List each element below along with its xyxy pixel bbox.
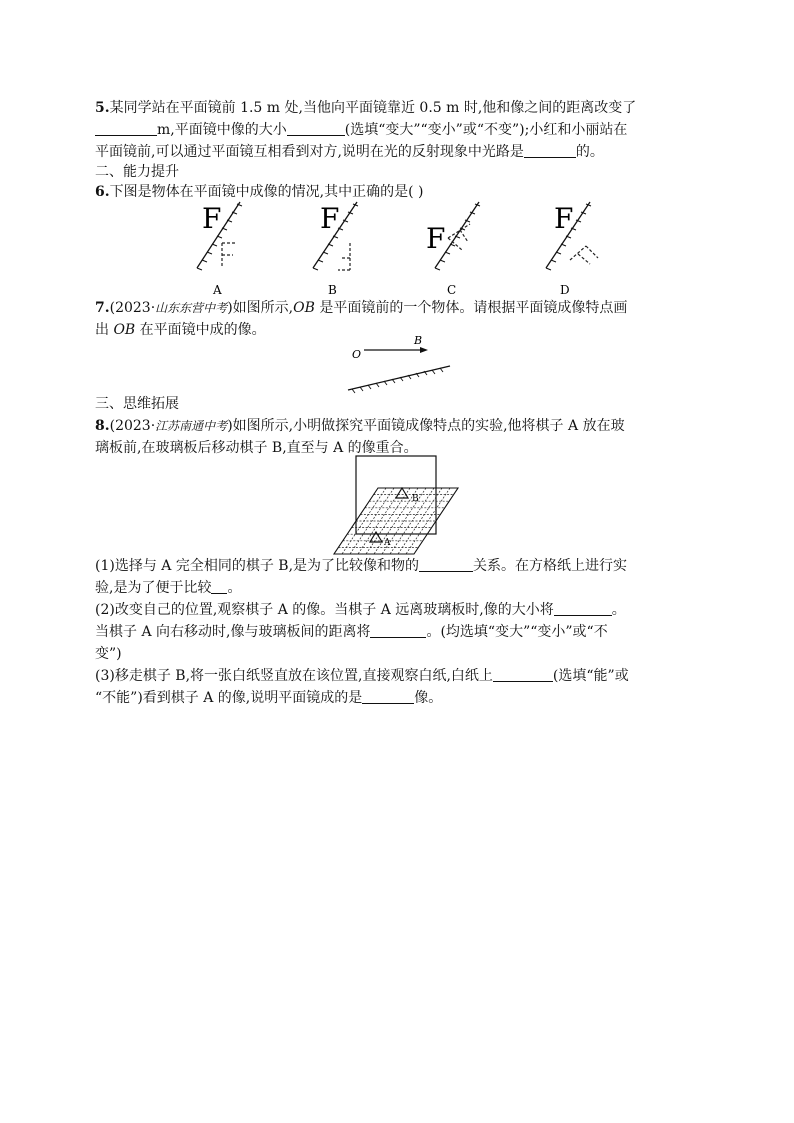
q8-blank-3[interactable] <box>554 601 612 616</box>
q7-point-b: B <box>414 334 423 347</box>
q7-figure <box>340 330 470 398</box>
q6-number: 6. <box>95 184 110 200</box>
q7-source-open: (2023· <box>109 300 156 316</box>
q8-number: 8. <box>95 418 110 434</box>
q6-figure-d <box>546 202 598 297</box>
q8-text-2: 璃板前,在玻璃板后移动棋子 B,直至与 A 的像重合。 <box>95 440 418 456</box>
q5-line-3 <box>95 142 705 162</box>
q6-figure-a <box>197 202 242 297</box>
q8-p2-text-2: 。 <box>611 602 626 618</box>
q8-part-2-line-2 <box>95 622 705 642</box>
q8-blank-6[interactable] <box>362 689 414 704</box>
q6-option-c: C <box>447 283 457 297</box>
q5-line-1 <box>95 98 705 118</box>
q6-option-b: B <box>328 283 337 297</box>
q6-figure-b <box>313 202 358 297</box>
q6-c-object: F <box>426 222 446 255</box>
q5-text-5: 的。 <box>575 144 604 160</box>
q6-a-object: F <box>202 202 222 235</box>
q5-text-3: (选填“变大”“变小”或“不变”);小红和小丽站在 <box>344 122 628 138</box>
q8-p1-text-3: 验,是为了便于比较 <box>95 580 212 596</box>
q8-p3-text-2: (选填“能”或 <box>552 668 629 684</box>
q7-ob-label: OB <box>293 300 315 316</box>
q7-point-o: O <box>352 348 362 361</box>
q8-text-1: 如图所示,小明做探究平面镜成像特点的实验,他将棋子 A 放在玻 <box>232 418 625 434</box>
q8-part-2-line-1 <box>95 600 705 620</box>
q8-part-2-line-3 <box>95 644 705 664</box>
q8-line-1 <box>95 416 705 436</box>
q8-figure <box>330 452 465 558</box>
q6-d-object: F <box>554 202 574 235</box>
q8-blank-1[interactable] <box>419 557 473 572</box>
q8-p2-text-5: 变”) <box>95 646 122 662</box>
q8-piece-b-label: B <box>412 494 419 504</box>
q6-text: 下图是物体在平面镜中成像的情况,其中正确的是( ) <box>109 184 424 200</box>
q8-part-3-line-2 <box>95 688 705 708</box>
section-heading-2: 二、能力提升 <box>95 164 179 180</box>
q7-ob-label-2: OB <box>113 322 136 338</box>
q6-option-a: A <box>213 283 222 297</box>
q8-p1-text-4: 。 <box>227 580 242 596</box>
q8-source-open: (2023· <box>109 418 156 434</box>
q8-source-close: ) <box>227 418 233 434</box>
q5-text-1: 某同学站在平面镜前 1.5 m 处,当他向平面镜靠近 0.5 m 时,他和像之间的距离改变了 <box>109 100 637 116</box>
q5-text-2: m,平面镜中像的大小 <box>157 122 287 138</box>
q5-number: 5. <box>95 100 110 116</box>
q8-blank-5[interactable] <box>493 667 553 682</box>
q8-blank-4[interactable] <box>370 623 426 638</box>
q8-p2-text-1: (2)改变自己的位置,观察棋子 A 的像。当棋子 A 远离玻璃板时,像的大小将 <box>95 602 554 618</box>
q8-p2-text-4: 。(均选填“变大”“变小”或“不 <box>426 624 608 640</box>
q8-part-3-line-1 <box>95 666 705 686</box>
q8-blank-2[interactable] <box>211 579 227 594</box>
q8-p3-text-4: 像。 <box>414 690 443 706</box>
q7-text-3: 出 <box>95 322 114 338</box>
q8-source: 江苏南通中考 <box>155 419 228 433</box>
q7-source: 山东东营中考 <box>155 301 228 315</box>
q6-figure-c <box>426 202 480 297</box>
q8-part-1-line-1 <box>95 556 705 576</box>
q5-blank-3[interactable] <box>524 143 576 158</box>
q8-p1-text-2: 关系。在方格纸上进行实 <box>473 558 628 574</box>
q8-p2-text-3: 当棋子 A 向右移动时,像与玻璃板间的距离将 <box>95 624 371 640</box>
q7-line-1 <box>95 298 705 318</box>
q5-line-2 <box>95 120 705 140</box>
q8-p3-text-1: (3)移走棋子 B,将一张白纸竖直放在该位置,直接观察白纸,白纸上 <box>95 668 493 684</box>
q7-text-4: 在平面镜中成的像。 <box>135 322 266 338</box>
q5-blank-2[interactable] <box>287 121 345 136</box>
q7-text-1: 如图所示, <box>232 300 294 316</box>
q8-p3-text-3: “不能”)看到棋子 A 的像,说明平面镜成的是 <box>95 690 363 706</box>
q6-b-object: F <box>320 202 340 235</box>
q5-blank-1[interactable] <box>95 121 157 136</box>
q8-part-1-line-2 <box>95 578 705 598</box>
q7-text-2: 是平面镜前的一个物体。请根据平面镜成像特点画 <box>314 300 628 316</box>
q5-text-4: 平面镜前,可以通过平面镜互相看到对方,说明在光的反射现象中光路是 <box>95 144 524 160</box>
q7-number: 7. <box>95 300 110 316</box>
q8-p1-text-1: (1)选择与 A 完全相同的棋子 B,是为了比较像和物的 <box>95 558 420 574</box>
q8-piece-a-label: A <box>384 538 391 548</box>
q6-option-d: D <box>560 283 570 297</box>
q6-figures <box>180 198 620 298</box>
section-heading-3: 三、思维拓展 <box>95 396 179 412</box>
q7-source-close: ) <box>227 300 233 316</box>
